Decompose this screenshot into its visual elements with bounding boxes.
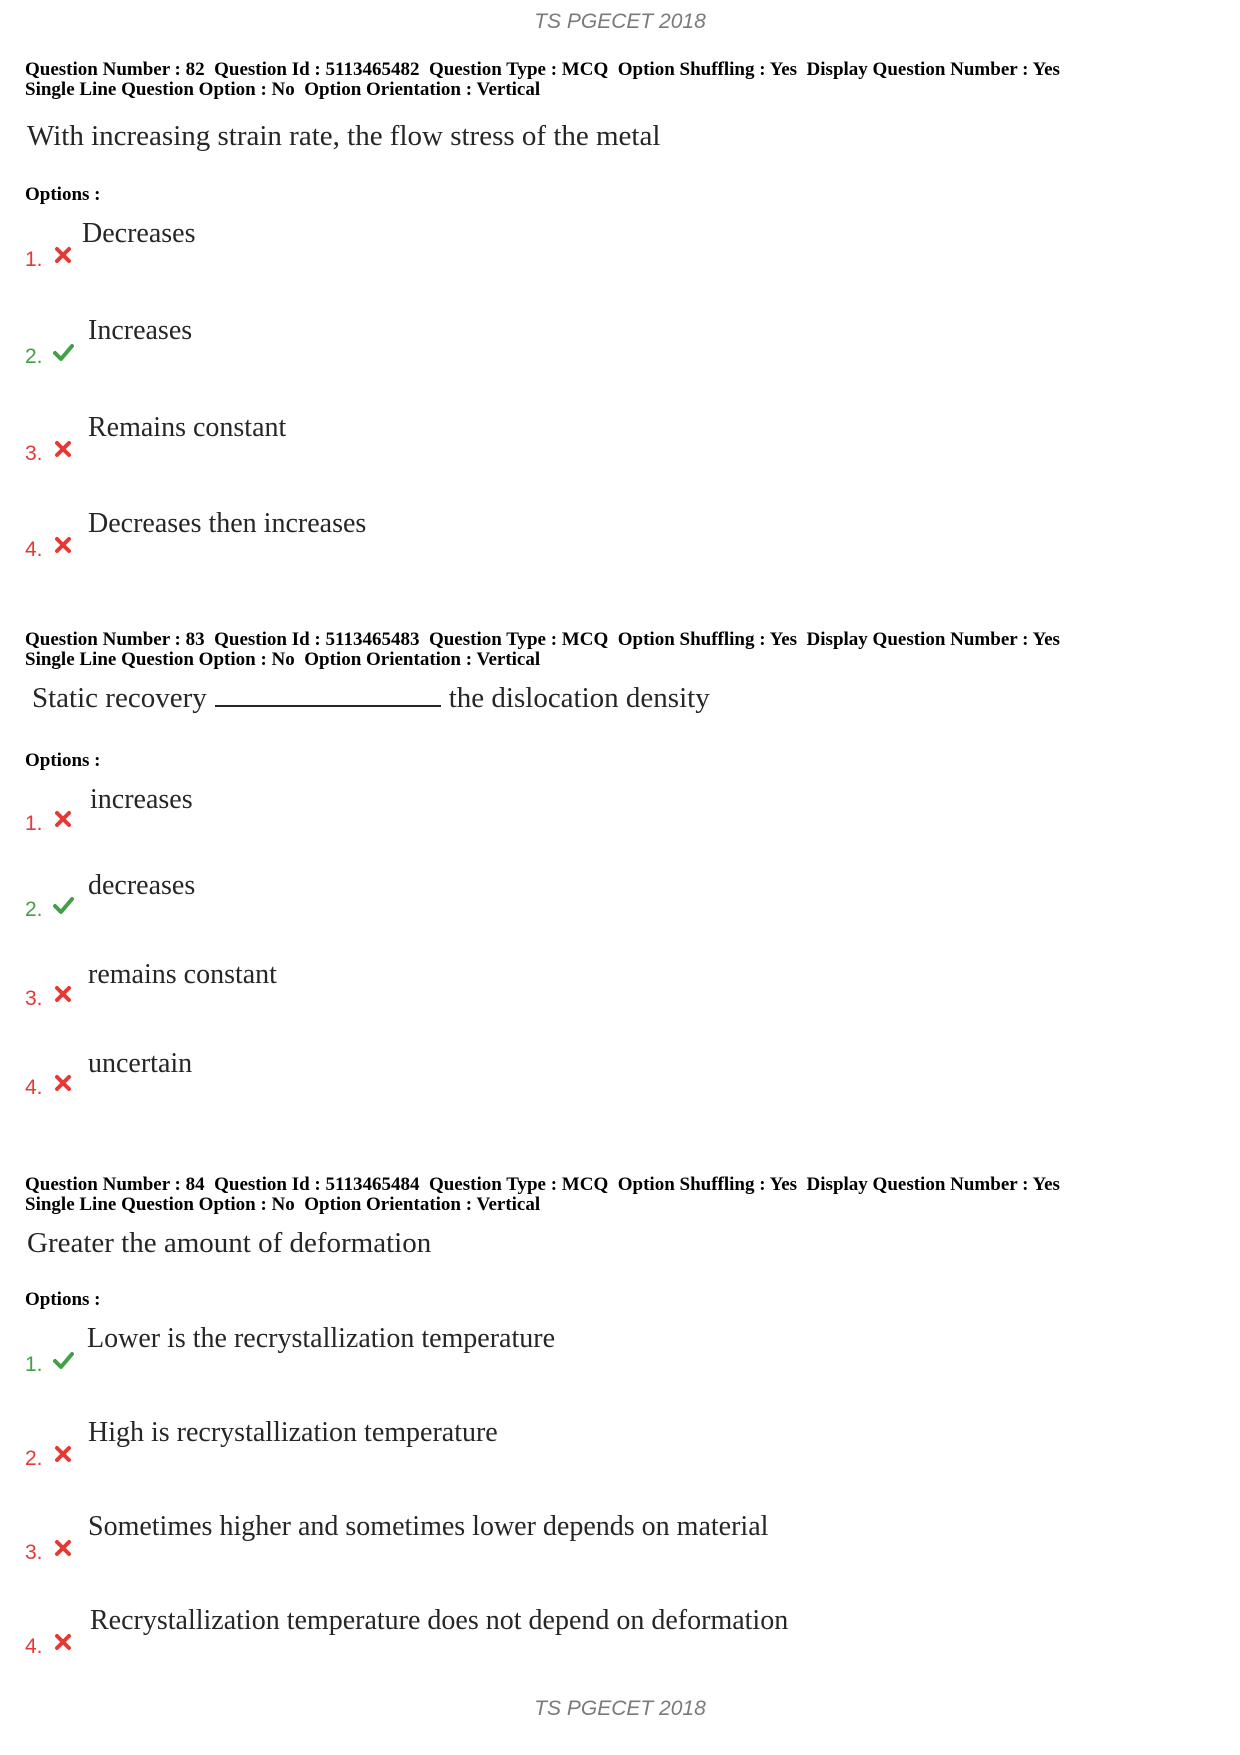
option-number: 3.: [25, 987, 43, 1010]
option-text: increases: [90, 784, 193, 815]
options-label: Options :: [25, 1289, 101, 1310]
option-text: Increases: [88, 315, 193, 346]
fill-in-blank: [215, 683, 441, 707]
option-row: [25, 1323, 1225, 1383]
question-text: [32, 682, 710, 715]
question-meta-line-2: Single Line Question Option : No Option Orientation : Vertical: [25, 1194, 541, 1215]
question-meta-line-2: Single Line Question Option : No Option Orientation : Vertical: [25, 649, 541, 670]
option-row: [25, 218, 1225, 278]
cross-icon: [52, 438, 74, 460]
question-meta-line-1: Question Number : 83 Question Id : 5113465483 Question Type : MCQ Option Shuffling : Yes Display Question Number : Yes: [25, 629, 1060, 650]
option-number: 3.: [25, 442, 43, 465]
cross-icon: [52, 808, 74, 830]
option-number: 4.: [25, 1076, 43, 1099]
check-icon: [52, 894, 74, 916]
option-text: Recrystallization temperature does not depend on deformation: [90, 1605, 789, 1636]
question-meta-line-2: Single Line Question Option : No Option Orientation : Vertical: [25, 79, 541, 100]
question-meta-line-1: Question Number : 82 Question Id : 5113465482 Question Type : MCQ Option Shuffling : Yes Display Question Number : Yes: [25, 59, 1060, 80]
options-label: Options :: [25, 750, 101, 771]
option-text: Lower is the recrystallization temperature: [87, 1323, 556, 1354]
cross-icon: [52, 244, 74, 266]
cross-icon: [52, 1072, 74, 1094]
check-icon: [52, 341, 74, 363]
option-number: 1.: [25, 812, 43, 835]
running-footer: TS PGECET 2018: [534, 1697, 706, 1720]
question-84: [25, 1175, 1225, 1675]
question-83: [25, 629, 1225, 1099]
option-text: uncertain: [88, 1048, 193, 1079]
question-meta-line-1: Question Number : 84 Question Id : 5113465484 Question Type : MCQ Option Shuffling : Yes Display Question Number : Yes: [25, 1174, 1060, 1195]
option-row: [25, 1048, 1225, 1108]
question-82: [25, 60, 1225, 560]
option-row: [25, 412, 1225, 472]
question-text: Greater the amount of deformation: [27, 1227, 432, 1259]
cross-icon: [52, 534, 74, 556]
option-row: [25, 315, 1225, 375]
option-row: [25, 959, 1225, 1019]
option-number: 2.: [25, 1447, 43, 1470]
option-text: decreases: [88, 870, 196, 901]
options-label: Options :: [25, 184, 101, 205]
option-text: Decreases: [82, 218, 196, 249]
option-row: [25, 870, 1225, 930]
option-number: 1.: [25, 1353, 43, 1376]
option-text: Remains constant: [88, 412, 287, 443]
check-icon: [52, 1349, 74, 1371]
option-text: Decreases then increases: [88, 508, 367, 539]
option-row: [25, 1605, 1225, 1665]
option-row: [25, 1511, 1225, 1571]
cross-icon: [52, 1537, 74, 1559]
option-text: High is recrystallization temperature: [88, 1417, 498, 1448]
option-number: 2.: [25, 898, 43, 921]
cross-icon: [52, 1443, 74, 1465]
option-row: [25, 508, 1225, 568]
option-row: [25, 784, 1225, 844]
running-header: TS PGECET 2018: [534, 10, 706, 33]
option-text: Sometimes higher and sometimes lower depends on material: [88, 1511, 769, 1542]
cross-icon: [52, 1631, 74, 1653]
option-number: 3.: [25, 1541, 43, 1564]
option-number: 1.: [25, 248, 43, 271]
question-text-after-blank: the dislocation density: [448, 682, 710, 714]
option-number: 2.: [25, 345, 43, 368]
option-text: remains constant: [88, 959, 277, 990]
option-row: [25, 1417, 1225, 1477]
question-text: With increasing strain rate, the flow stress of the metal: [27, 120, 661, 152]
cross-icon: [52, 983, 74, 1005]
option-number: 4.: [25, 538, 43, 561]
question-text-before-blank: Static recovery: [32, 682, 207, 714]
option-number: 4.: [25, 1635, 43, 1658]
